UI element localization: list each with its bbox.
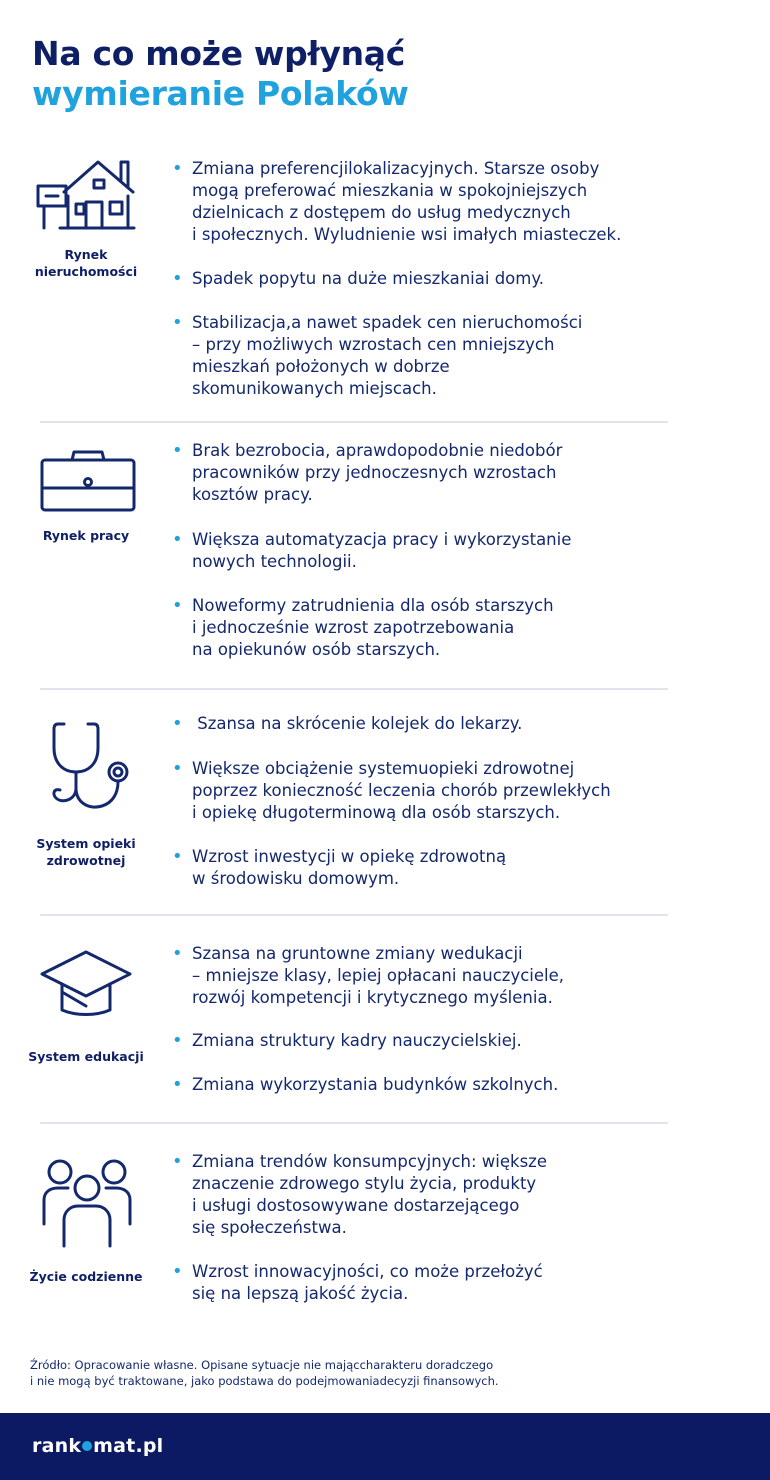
- list-item: [172, 758, 611, 824]
- source-note: [30, 1357, 499, 1389]
- bullet-line: Zmiana struktury kadry nauczycielskiej.: [192, 1031, 522, 1050]
- bullet-line: rozwój kompetencji i krytycznego myślenia.: [192, 988, 553, 1007]
- bullet-line: i usługi dostosowywane dostarzejącego: [192, 1196, 520, 1215]
- bullet-line: Stabilizacja,a nawet spadek cen nieruchomości: [192, 313, 583, 332]
- label-line: Rynek pracy: [42, 528, 130, 543]
- bullet-line: – przy możliwych wzrostach cen mniejszych: [192, 335, 555, 354]
- bullet-line: Szansa na skrócenie kolejek do lekarzy.: [192, 714, 523, 733]
- list-item: [172, 529, 571, 573]
- section-divider: [40, 1122, 668, 1124]
- list-item: [172, 1151, 547, 1239]
- section-label-system-opieki-zdrowotnej: [11, 835, 161, 869]
- bullet-dot-icon: •: [172, 943, 183, 964]
- label-line: System opieki: [36, 836, 136, 851]
- bullet-dot-icon: •: [172, 846, 183, 867]
- list-item: [172, 1030, 522, 1052]
- bullet-line: kosztów pracy.: [192, 485, 313, 504]
- people-icon: [40, 1158, 134, 1250]
- list-item: [172, 1074, 558, 1096]
- section-divider: [40, 914, 668, 916]
- list-item: [172, 595, 554, 661]
- bullet-line: Zmiana preferencjilokalizacyjnych. Starsze osoby: [192, 159, 600, 178]
- section-label-rynek-nieruchomosci: [11, 246, 161, 280]
- label-line: Życie codzienne: [29, 1269, 143, 1284]
- bullet-dot-icon: •: [172, 713, 183, 734]
- logo-text-right: mat.pl: [93, 1435, 164, 1457]
- bullet-dot-icon: •: [172, 268, 183, 289]
- bullet-dot-icon: •: [172, 1151, 183, 1172]
- bullet-dot-icon: •: [172, 758, 183, 779]
- list-item: [172, 312, 582, 400]
- section-label-zycie-codzienne: [11, 1268, 161, 1285]
- bullet-dot-icon: •: [172, 312, 183, 333]
- bullet-line: mogą preferować mieszkania w spokojniejszych: [192, 181, 588, 200]
- bullet-dot-icon: •: [172, 158, 183, 179]
- bullet-line: znaczenie zdrowego stylu życia, produkty: [192, 1174, 537, 1193]
- list-item: [172, 846, 506, 890]
- bullet-line: poprzez konieczność leczenia chorób przewlekłych: [192, 781, 611, 800]
- briefcase-icon: [40, 450, 136, 512]
- bullet-line: w środowisku domowym.: [192, 869, 400, 888]
- source-line: Źródło: Opracowanie własne. Opisane sytuacje nie mająccharakteru doradczego: [30, 1358, 494, 1372]
- section-label-rynek-pracy: [11, 527, 161, 544]
- section-divider: [40, 688, 668, 690]
- bullet-line: i jednocześnie wzrost zapotrzebowania: [192, 618, 515, 637]
- bullet-line: pracowników przy jednoczesnych wzrostach: [192, 463, 557, 482]
- bullet-line: dzielnicach z dostępem do usług medycznych: [192, 203, 571, 222]
- list-item: [172, 158, 621, 246]
- bullet-line: – mniejsze klasy, lepiej opłacani nauczyciele,: [192, 966, 565, 985]
- label-line: System edukacji: [28, 1049, 144, 1064]
- bullet-line: nowych technologii.: [192, 552, 357, 571]
- list-item: [172, 268, 544, 290]
- section-divider: [40, 421, 668, 423]
- list-item: [172, 943, 564, 1009]
- bullet-line: Większe obciążenie systemuopieki zdrowotnej: [192, 759, 575, 778]
- page-title: [32, 34, 409, 114]
- list-item: [172, 440, 562, 506]
- bullet-line: Spadek popytu na duże mieszkaniai domy.: [192, 269, 544, 288]
- label-line: Rynek: [64, 247, 108, 262]
- bullet-line: Noweformy zatrudnienia dla osób starszych: [192, 596, 554, 615]
- list-item: [172, 1261, 543, 1305]
- bullet-dot-icon: •: [172, 1030, 183, 1051]
- bullet-dot-icon: •: [172, 440, 183, 461]
- list-item: [172, 713, 522, 735]
- bullet-dot-icon: •: [172, 1074, 183, 1095]
- bullet-line: Wzrost innowacyjności, co może przełożyć: [192, 1262, 543, 1281]
- bullet-dot-icon: •: [172, 1261, 183, 1282]
- bullet-line: Zmiana wykorzystania budynków szkolnych.: [192, 1075, 559, 1094]
- bullet-line: i opiekę długoterminową dla osób starszych.: [192, 803, 561, 822]
- bullet-line: się społeczeństwa.: [192, 1218, 347, 1237]
- logo-text-left: rank: [32, 1435, 82, 1457]
- source-line: i nie mogą być traktowane, jako podstawa do podejmowaniadecyzji finansowych.: [30, 1374, 499, 1388]
- footer-bar: [0, 1413, 770, 1480]
- bullet-dot-icon: •: [172, 529, 183, 550]
- graduation-cap-icon: [40, 950, 132, 1018]
- title-line-2: wymieranie Polaków: [32, 74, 409, 113]
- bullet-line: Wzrost inwestycji w opiekę zdrowotną: [192, 847, 507, 866]
- bullet-line: Szansa na gruntowne zmiany wedukacji: [192, 944, 523, 963]
- bullet-line: na opiekunów osób starszych.: [192, 640, 441, 659]
- bullet-line: Większa automatyzacja pracy i wykorzystanie: [192, 530, 572, 549]
- logo-dot-icon: [82, 1441, 92, 1451]
- bullet-line: się na lepszą jakość życia.: [192, 1284, 409, 1303]
- bullet-line: Zmiana trendów konsumpcyjnych: większe: [192, 1152, 547, 1171]
- house-icon: [36, 158, 136, 232]
- bullet-line: skomunikowanych miejscach.: [192, 379, 437, 398]
- stethoscope-icon: [50, 718, 136, 814]
- label-line: nieruchomości: [34, 264, 138, 279]
- logo: [32, 1435, 163, 1457]
- section-label-system-edukacji: [11, 1048, 161, 1065]
- bullet-dot-icon: •: [172, 595, 183, 616]
- title-line-1: Na co może wpłynąć: [32, 34, 406, 73]
- bullet-line: i społecznych. Wyludnienie wsi imałych miasteczek.: [192, 225, 622, 244]
- label-line: zdrowotnej: [46, 853, 126, 868]
- bullet-line: Brak bezrobocia, aprawdopodobnie niedobór: [192, 441, 563, 460]
- bullet-line: mieszkań położonych w dobrze: [192, 357, 450, 376]
